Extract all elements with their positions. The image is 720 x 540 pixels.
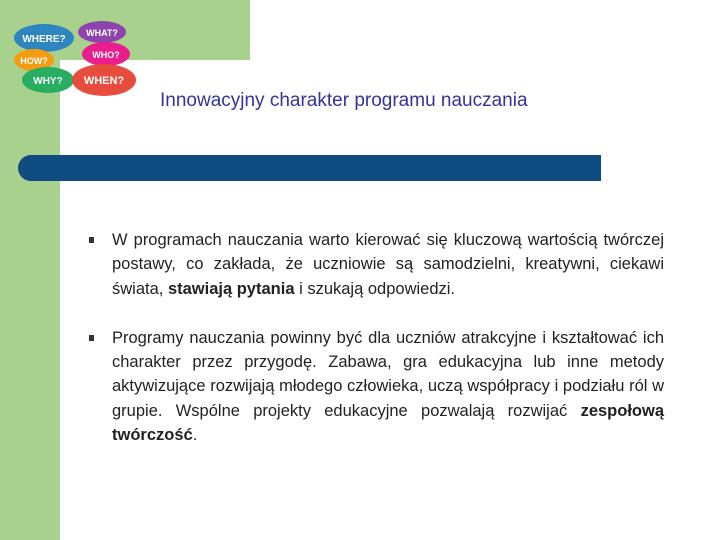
bullet-item-2: [112, 326, 664, 447]
bullet-2-bold: zespołową twórczość: [112, 401, 664, 445]
bubble-how-text: HOW?: [20, 56, 48, 66]
bullet-1-text: W programach nauczania warto kierować się kluczową wartością twórczej postawy, co zakłada, że uczniowie są samodzielni, kreatywni, ciekawi świata,: [112, 231, 664, 298]
square-bullet-icon: [89, 335, 94, 341]
bullet-1-tail: i szukają odpowiedzi.: [294, 279, 456, 298]
bullet-2-text: Programy nauczania powinny być dla uczniów atrakcyjne i kształtować ich charakter przez przygodę. Zabawa, gra edukacyjna lub inne metody aktywizujące rozwijają młodego człowieka, uczą współpracy i podziału ról w grupie. Wspólne projekty edukacyjne pozwalają rozwijać: [112, 328, 664, 420]
bubble-why-text: WHY?: [33, 76, 63, 87]
question-bubbles-logo: [10, 18, 140, 106]
slide-title: Innowacyjny charakter programu nauczania: [160, 90, 528, 111]
bubble-what-text: WHAT?: [86, 28, 118, 38]
bubble-who-text: WHO?: [92, 50, 120, 60]
bullet-1-bold: stawiają pytania: [167, 279, 295, 298]
bubble-when-text: WHEN?: [83, 75, 125, 87]
bullet-2-tail: .: [192, 426, 198, 445]
title-divider-bar: [18, 155, 601, 181]
square-bullet-icon: [89, 237, 94, 243]
bubble-where-text: WHERE?: [22, 34, 66, 45]
bullet-item-1: [112, 228, 664, 301]
bullet-list: [112, 228, 664, 472]
